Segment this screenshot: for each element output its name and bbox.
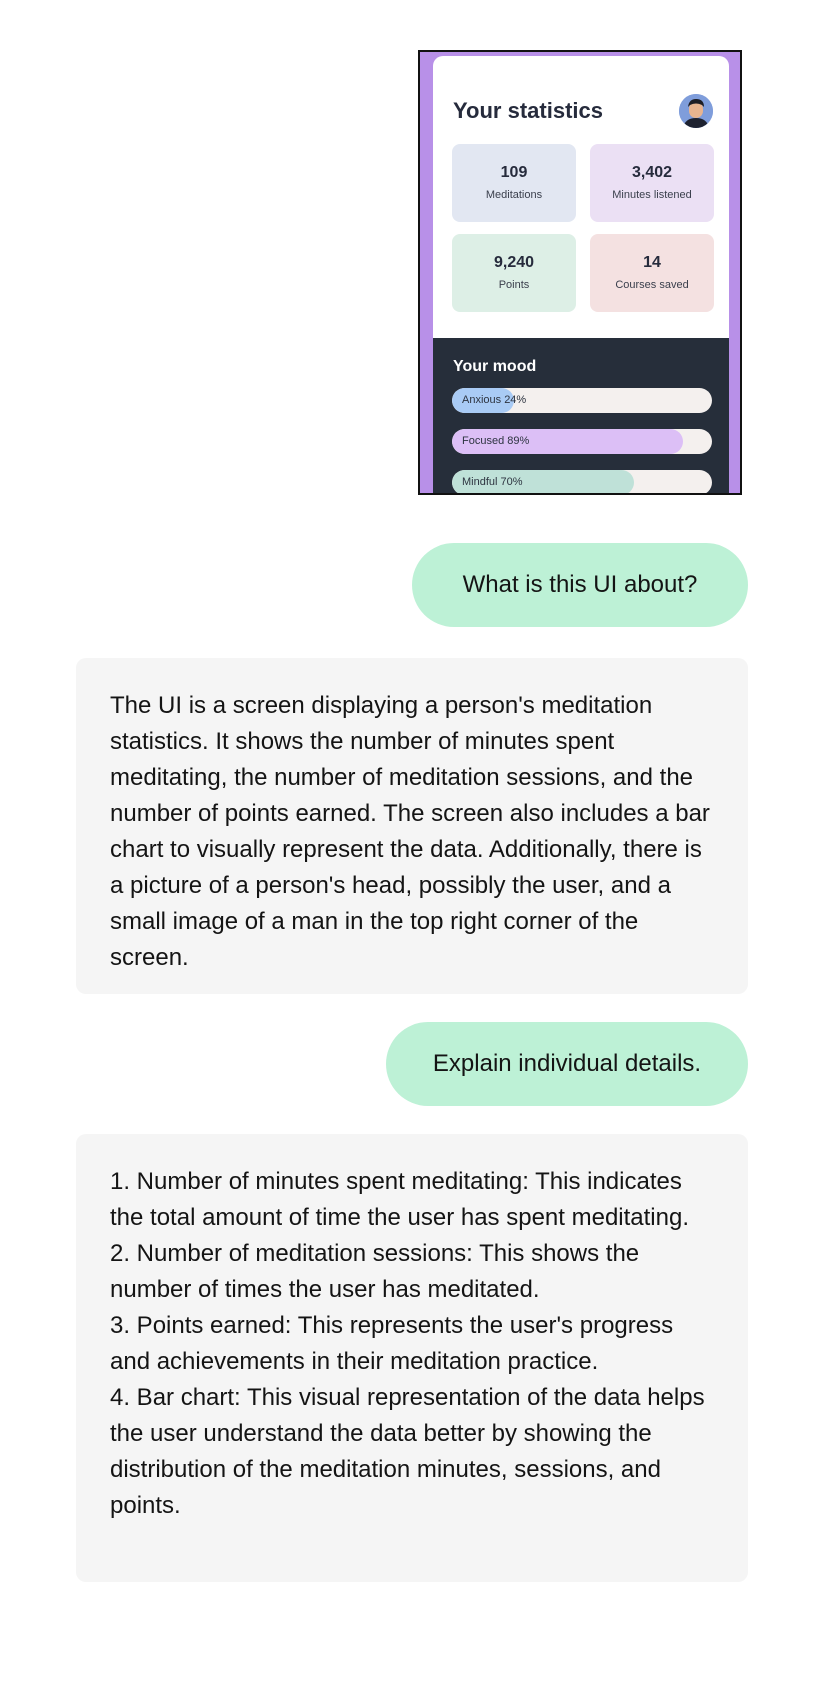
stat-label: Points: [498, 279, 530, 291]
assistant-message-line: 1. Number of minutes spent meditating: This indicates the total amount of time the user has spent meditating.: [110, 1168, 689, 1231]
mood-bar-label: Focused 89%: [462, 435, 530, 447]
mood-title: Your mood: [453, 358, 537, 375]
stat-card-meditations: [452, 144, 576, 222]
assistant-message-line: 3. Points earned: This represents the user's progress and achievements in their meditation practice.: [110, 1312, 674, 1375]
mood-bar-label: Anxious 24%: [462, 394, 527, 406]
user-message: [386, 1022, 748, 1106]
stat-card-courses-saved: [590, 234, 714, 312]
user-message-text: What is this UI about?: [462, 571, 698, 598]
statistics-title: Your statistics: [453, 98, 603, 123]
stat-value: 9,240: [493, 254, 535, 271]
avatar[interactable]: [679, 94, 713, 128]
user-message: [412, 543, 748, 627]
stat-card-minutes-listened: [590, 144, 714, 222]
stat-value: 109: [500, 164, 528, 181]
stat-label: Meditations: [485, 189, 543, 201]
user-avatar-icon: [679, 94, 713, 128]
assistant-message-text: The UI is a screen displaying a person's meditation statistics. It shows the number of minutes spent meditating, the number of meditation sessions, and the number of points earned. The screen also includes a bar chart to visually represent the data. Additionally, there is a picture of a person's head, possibly the user, and a small image of a man in the top right corner of the screen.: [110, 692, 710, 971]
assistant-message-line: 2. Number of meditation sessions: This shows the number of times the user has meditated.: [110, 1240, 640, 1303]
stat-card-points: [452, 234, 576, 312]
mood-bar-label: Mindful 70%: [462, 476, 523, 488]
assistant-message: [76, 658, 748, 994]
assistant-message: [76, 1134, 748, 1582]
mood-panel: [433, 338, 729, 495]
stat-label: Courses saved: [615, 279, 689, 291]
stat-value: 14: [643, 254, 661, 271]
mood-bar-anxious: [452, 388, 712, 413]
embedded-screenshot: [418, 50, 742, 495]
user-message-text: Explain individual details.: [432, 1050, 702, 1077]
stat-label: Minutes listened: [612, 189, 692, 201]
stat-value: 3,402: [631, 164, 673, 181]
phone-screen: [433, 56, 729, 495]
mood-bar-mindful: [452, 470, 712, 495]
mood-bar-focused: [452, 429, 712, 454]
assistant-message-line: 4. Bar chart: This visual representation of the data helps the user understand the data better by showing the distribution of the meditation minutes, sessions, and points.: [110, 1384, 705, 1519]
